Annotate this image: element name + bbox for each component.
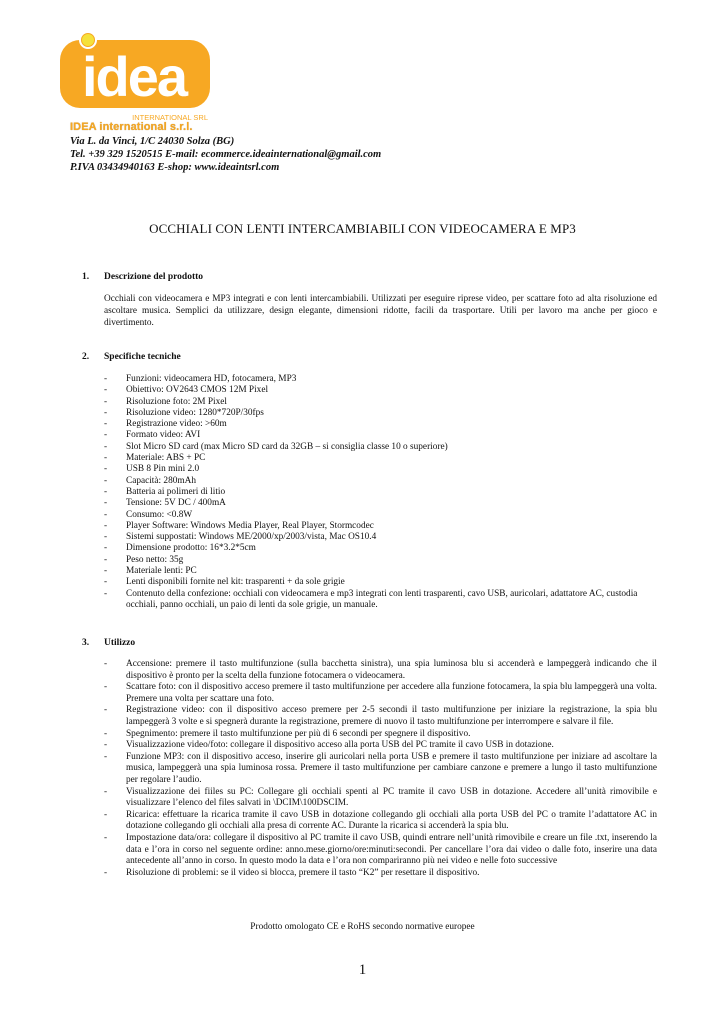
spec-item xyxy=(104,453,657,464)
bullet-dash: - xyxy=(104,832,108,843)
bullet-dash: - xyxy=(104,475,108,486)
spec-item xyxy=(104,521,657,532)
bullet-dash: - xyxy=(104,374,108,384)
usage-item-text: Visualizzazione video/foto: collegare il dispositivo acceso alla porta USB del PC tramite il cavo USB in dotazione. xyxy=(126,740,554,751)
bullet-dash: - xyxy=(104,520,108,531)
spec-item-text: Slot Micro SD card (max Micro SD card da 32GB – si consiglia classe 10 o superiore) xyxy=(126,441,448,452)
company-name: IDEA international s.r.l. xyxy=(70,121,193,133)
spec-item-text: Registrazione video: >60m xyxy=(126,419,227,430)
bullet-dash: - xyxy=(104,486,108,497)
bullet-dash: - xyxy=(104,396,108,407)
spec-item-text: Materiale lenti: PC xyxy=(126,566,197,577)
spec-item xyxy=(104,589,657,612)
spec-item xyxy=(104,430,657,441)
usage-item-text: Ricarica: effettuare la ricarica tramite il cavo USB in dotazione collegando gli occhiali alla porta USB del PC o tramite l’adattatore AC in dotazione collegando gli occhiali alla presa di corrente AC. Durante la ricarica si accenderà la spia blu. xyxy=(126,809,657,832)
bullet-dash: - xyxy=(104,867,108,878)
spec-item-text: Batteria ai polimeri di litio xyxy=(126,486,226,497)
usage-item-text: Risoluzione di problemi: se il video si blocca, premere il tasto “K2” per resettare il dispositivo. xyxy=(126,867,480,878)
usage-item-text: Impostazione data/ora: collegare il dispositivo al PC tramite il cavo USB, quindi entrare nell’unità rimovibile e creare un file .txt, inserendo la data e l’ora in corso nel seguente ordine: anno.mese.giorno/ore:minuti:secondi. Per cancellare l’ora dai video o dalle foto, inserire una data antecedente all’anno in corso. In questo modo la data e l’ora non compariranno più nei video e nelle foto successive xyxy=(126,832,657,867)
usage-item xyxy=(104,659,657,682)
spec-item xyxy=(104,408,657,419)
spec-item xyxy=(104,442,657,453)
spec-item-text: Contenuto della confezione: occhiali con videocamera e mp3 integrati con lenti trasparenti, cavo USB, auricolari, adattatore AC, custodia occhiali, panno occhiali, un paio di lenti da sole grigie, un manuale. xyxy=(126,588,638,610)
spec-item xyxy=(104,577,657,588)
section-title-specs: Specifiche tecniche xyxy=(104,352,181,362)
bullet-dash: - xyxy=(104,441,108,452)
bullet-dash: - xyxy=(104,407,108,418)
company-vat: P.IVA 03434940163 E-shop: www.ideaintsrl.com xyxy=(70,162,280,173)
section-number: 3. xyxy=(82,638,90,648)
page-number: 1 xyxy=(358,962,367,978)
spec-item xyxy=(104,532,657,543)
usage-item-text: Spegnimento: premere il tasto multifunzione per più di 6 secondi per spegnere il dispositivo. xyxy=(126,728,471,739)
usage-item xyxy=(104,705,657,728)
specs-list xyxy=(104,374,657,611)
spec-item xyxy=(104,464,657,475)
usage-item xyxy=(104,729,657,741)
spec-item xyxy=(104,374,657,385)
spec-item xyxy=(104,385,657,396)
bullet-dash: - xyxy=(104,740,108,751)
spec-item-text: Formato video: AVI xyxy=(126,430,201,441)
company-address: Via L. da Vinci, 1/C 24030 Solza (BG) xyxy=(70,136,235,147)
bullet-dash: - xyxy=(104,682,108,693)
bullet-dash: - xyxy=(104,751,108,762)
bullet-dash: - xyxy=(104,498,108,509)
usage-item xyxy=(104,740,657,752)
spec-item-text: Funzioni: videocamera HD, fotocamera, MP3 xyxy=(126,374,297,384)
section-title-description: Descrizione del prodotto xyxy=(104,272,204,282)
spec-item xyxy=(104,498,657,509)
spec-item-text: Risoluzione foto: 2M Pixel xyxy=(126,396,227,407)
bullet-dash: - xyxy=(104,786,108,797)
bullet-dash: - xyxy=(104,464,108,475)
spec-item-text: Materiale: ABS + PC xyxy=(126,453,206,464)
certification-note: Prodotto omologato CE e RoHS secondo normative europee xyxy=(250,922,475,932)
bullet-dash: - xyxy=(104,659,108,669)
spec-item xyxy=(104,419,657,430)
section-number: 1. xyxy=(82,272,90,282)
spec-item-text: Dimensione prodotto: 16*3.2*5cm xyxy=(126,543,256,554)
spec-item-text: Capacità: 280mAh xyxy=(126,475,196,486)
bullet-dash: - xyxy=(104,543,108,554)
spec-item xyxy=(104,487,657,498)
spec-item-text: Risoluzione video: 1280*720P/30fps xyxy=(126,407,264,418)
bullet-dash: - xyxy=(104,430,108,441)
spec-item-text: Peso netto: 35g xyxy=(126,554,184,565)
usage-item-text: Visualizzazione dei fiiles su PC: Collegare gli occhiali spenti al PC tramite il cavo USB in dotazione. Accedere all’unità rimovibile e visualizzare l’elenco del files salvati in \DCIM\100DSCIM. xyxy=(126,786,657,809)
bullet-dash: - xyxy=(104,509,108,520)
usage-item xyxy=(104,787,657,810)
bullet-dash: - xyxy=(104,705,108,716)
spec-item-text: Lenti disponibili fornite nel kit: trasparenti + da sole grigie xyxy=(126,577,345,588)
spec-item xyxy=(104,566,657,577)
spec-item xyxy=(104,543,657,554)
spec-item-text: USB 8 Pin mini 2.0 xyxy=(126,464,200,475)
svg-text:idea: idea xyxy=(81,45,187,108)
document-title: OCCHIALI CON LENTI INTERCAMBIABILI CON VIDEOCAMERA E MP3 xyxy=(149,221,576,236)
usage-item xyxy=(104,833,657,868)
usage-item-text: Registrazione video: con il dispositivo acceso premere per 2-5 secondi il tasto multifunzione per iniziare la registrazione, la spia blu lampeggerà 3 volte e si spegnerà durante la registrazione, premere di nuovo il tasto multifunzione per interrompere e salvare il file. xyxy=(126,705,657,727)
spec-item-text: Consumo: <0.8W xyxy=(126,509,193,520)
spec-item-text: Obiettivo: OV2643 CMOS 12M Pixel xyxy=(126,385,269,396)
company-logo xyxy=(60,32,212,122)
spec-item xyxy=(104,476,657,487)
spec-item xyxy=(104,555,657,566)
usage-list xyxy=(104,659,657,879)
usage-item-text: Accensione: premere il tasto multifunzione (sulla bacchetta sinistra), una spia luminosa blu si accenderà e lampeggerà indicando che il dispositivo è pronto per la scelta della funzione fotocamera o videocamera. xyxy=(126,659,657,681)
usage-item xyxy=(104,752,657,787)
section-title-usage: Utilizzo xyxy=(104,638,136,648)
bullet-dash: - xyxy=(104,419,108,430)
spec-item-text: Sistemi suppostati: Windows ME/2000/xp/2003/vista, Mac OS10.4 xyxy=(126,532,377,543)
description-paragraph: Occhiali con videocamera e MP3 integrati e con lenti intercambiabili. Utilizzati per eseguire riprese video, per scattare foto ad alta risoluzione ed ascoltare musica. Semplici da utilizzare, design elegante, dimensioni ridotte, facili da trasportare. Utili per lavoro ma anche per gioco e divertimento. xyxy=(104,294,657,329)
spec-item xyxy=(104,397,657,408)
section-number: 2. xyxy=(82,352,90,362)
spec-item xyxy=(104,510,657,521)
bullet-dash: - xyxy=(104,566,108,577)
svg-text:INTERNATIONAL SRL: INTERNATIONAL SRL xyxy=(132,113,208,122)
bullet-dash: - xyxy=(104,385,108,396)
usage-item-text: Scattare foto: con il dispositivo acceso premere il tasto multifunzione per accedere alla funzione fotocamera, la spia blu lampeggerà una volta. Premere una volta per scattare una foto. xyxy=(126,682,657,704)
bullet-dash: - xyxy=(104,532,108,543)
usage-item xyxy=(104,682,657,705)
spec-item-text: Tensione: 5V DC / 400mA xyxy=(126,498,226,509)
usage-item xyxy=(104,868,657,880)
bullet-dash: - xyxy=(104,588,108,599)
bullet-dash: - xyxy=(104,554,108,565)
bullet-dash: - xyxy=(104,577,108,588)
bullet-dash: - xyxy=(104,809,108,820)
usage-item xyxy=(104,810,657,833)
bullet-dash: - xyxy=(104,453,108,464)
bullet-dash: - xyxy=(104,728,108,739)
company-contact: Tel. +39 329 1520515 E-mail: ecommerce.ideainternational@gmail.com xyxy=(70,149,382,160)
spec-item-text: Player Software: Windows Media Player, Real Player, Stormcodec xyxy=(126,520,374,531)
usage-item-text: Funzione MP3: con il dispositivo acceso, inserire gli auricolari nella porta USB e premere il tasto multifunzione per iniziare ad ascoltare la musica, lampeggerà una spia luminosa rossa. Premere il tasto multifunzione per cambiare canzone e premere a lungo il tasto multifunzione per regolare l’audio. xyxy=(126,751,657,785)
